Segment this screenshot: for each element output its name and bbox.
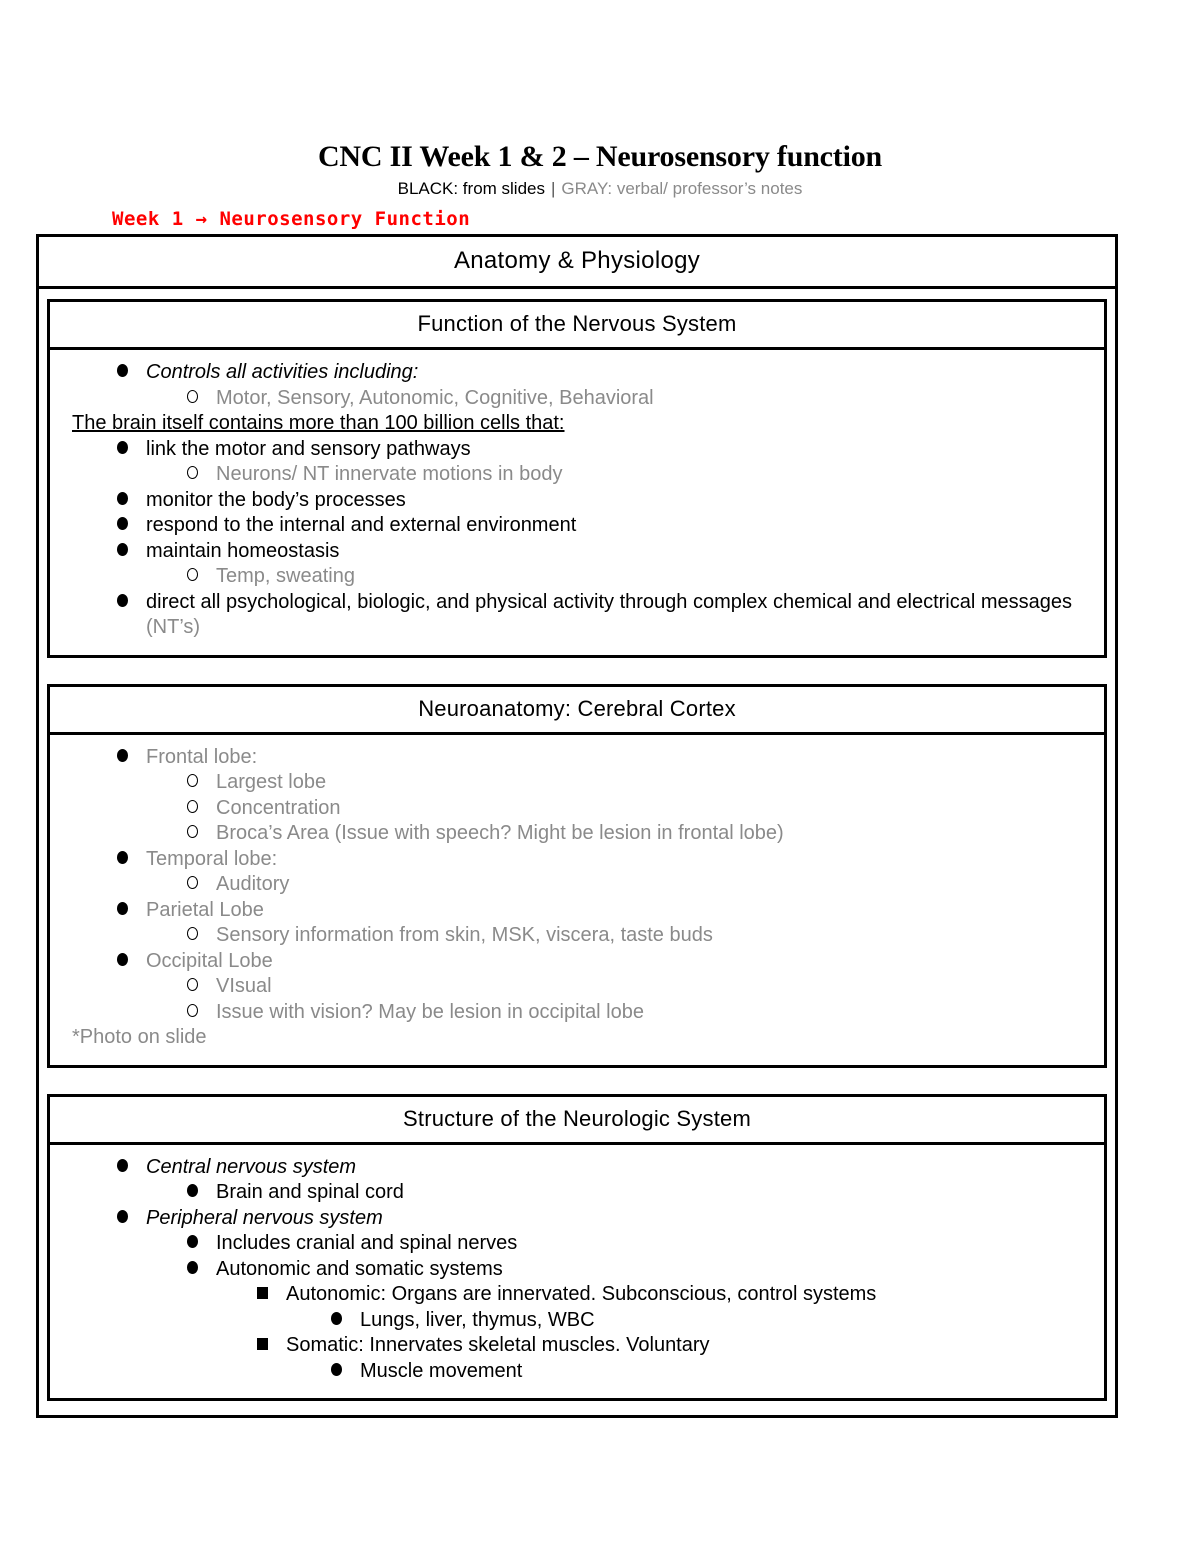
bullet-text: Largest lobe bbox=[216, 771, 327, 793]
bullet-text: Lungs, liver, thymus, WBC bbox=[360, 1308, 595, 1331]
section-body bbox=[50, 1145, 1104, 1399]
page-title: CNC II Week 1 & 2 – Neurosensory function bbox=[317, 140, 883, 173]
circle-bullet-icon bbox=[180, 923, 204, 949]
bullet-text: link the motor and sensory pathways bbox=[146, 437, 471, 460]
legend-black-label: BLACK: from slides bbox=[397, 179, 545, 198]
legend-separator: | bbox=[551, 179, 556, 198]
circle-bullet-icon bbox=[180, 1000, 204, 1026]
bullet-text: *Photo on slide bbox=[72, 1026, 207, 1048]
disc-bullet-icon bbox=[324, 1359, 348, 1385]
bullet-item bbox=[60, 1180, 1094, 1206]
bullet-item bbox=[60, 1206, 1094, 1232]
bullet-text: Temp, sweating bbox=[216, 565, 355, 587]
bullet-text: Autonomic and somatic systems bbox=[216, 1257, 503, 1280]
bullet-item bbox=[60, 949, 1094, 975]
bullet-item bbox=[60, 360, 1094, 386]
bullet-text: Auditory bbox=[216, 873, 290, 895]
bullet-text: Frontal lobe: bbox=[146, 745, 258, 768]
disc-bullet-icon bbox=[324, 1308, 348, 1334]
bullet-text: Neurons/ NT innervate motions in body bbox=[216, 463, 563, 485]
bullet-text: Sensory information from skin, MSK, viscera, taste buds bbox=[216, 924, 713, 946]
disc-bullet-icon bbox=[110, 539, 134, 565]
section-body bbox=[50, 350, 1104, 655]
circle-bullet-icon bbox=[180, 386, 204, 412]
bullet-item bbox=[60, 974, 1094, 1000]
bullet-item bbox=[60, 898, 1094, 924]
bullet-text: respond to the internal and external environment bbox=[146, 514, 577, 536]
bullet-text: Somatic: Innervates skeletal muscles. Voluntary bbox=[286, 1334, 710, 1356]
bullet-text: Controls all activities including: bbox=[146, 361, 419, 383]
disc-bullet-icon bbox=[110, 745, 134, 771]
bullet-item bbox=[60, 821, 1094, 847]
circle-bullet-icon bbox=[180, 564, 204, 590]
bullet-item bbox=[60, 1308, 1094, 1334]
circle-bullet-icon bbox=[180, 770, 204, 796]
bullet-text-main: direct all psychological, biologic, and physical activity through complex chemical and electrical messages bbox=[146, 590, 1073, 613]
outer-box-title: Anatomy & Physiology bbox=[39, 237, 1115, 289]
bullet-text: Muscle movement bbox=[360, 1359, 523, 1382]
bullet-text: VIsual bbox=[216, 975, 272, 997]
bullet-item bbox=[60, 1359, 1094, 1385]
disc-bullet-icon bbox=[180, 1257, 204, 1283]
circle-bullet-icon bbox=[180, 974, 204, 1000]
section-box bbox=[47, 1094, 1107, 1402]
legend-gray-label: GRAY: verbal/ professor’s notes bbox=[561, 179, 803, 198]
bullet-text: Motor, Sensory, Autonomic, Cognitive, Behavioral bbox=[216, 386, 654, 409]
bullet-item bbox=[60, 847, 1094, 873]
text-line bbox=[60, 411, 1094, 437]
bullet-item bbox=[60, 923, 1094, 949]
bullet-item bbox=[60, 872, 1094, 898]
disc-bullet-icon bbox=[110, 513, 134, 539]
bullet-item bbox=[60, 745, 1094, 771]
bullet-item bbox=[60, 770, 1094, 796]
section-title: Function of the Nervous System bbox=[50, 302, 1104, 350]
disc-bullet-icon bbox=[110, 360, 134, 386]
square-bullet-icon bbox=[250, 1282, 274, 1308]
bullet-text: Concentration bbox=[216, 796, 341, 819]
bullet-text: Occipital Lobe bbox=[146, 949, 273, 972]
bullet-text: Temporal lobe: bbox=[146, 847, 278, 870]
bullet-item bbox=[60, 386, 1094, 412]
anatomy-physiology-box bbox=[36, 234, 1118, 1418]
bullet-text: Peripheral nervous system bbox=[146, 1206, 383, 1229]
bullet-text: Includes cranial and spinal nerves bbox=[216, 1232, 518, 1254]
disc-bullet-icon bbox=[110, 1155, 134, 1181]
disc-bullet-icon bbox=[110, 437, 134, 463]
bullet-text: The brain itself contains more than 100 billion cells that: bbox=[72, 412, 565, 434]
bullet-text: monitor the body’s processes bbox=[146, 488, 406, 511]
section-body bbox=[50, 735, 1104, 1065]
bullet-item bbox=[60, 564, 1094, 590]
bullet-item bbox=[60, 1155, 1094, 1181]
circle-bullet-icon bbox=[180, 872, 204, 898]
section-title: Structure of the Neurologic System bbox=[50, 1097, 1104, 1145]
bullet-text: Brain and spinal cord bbox=[216, 1181, 404, 1203]
bullet-item bbox=[60, 437, 1094, 463]
bullet-text: Parietal Lobe bbox=[146, 898, 264, 921]
section-box bbox=[47, 299, 1107, 658]
bullet-item bbox=[60, 1282, 1094, 1308]
disc-bullet-icon bbox=[110, 847, 134, 873]
disc-bullet-icon bbox=[110, 898, 134, 924]
bullet-item bbox=[60, 488, 1094, 514]
disc-bullet-icon bbox=[110, 1206, 134, 1232]
square-bullet-icon bbox=[250, 1333, 274, 1359]
bullet-item bbox=[60, 1257, 1094, 1283]
circle-bullet-icon bbox=[180, 821, 204, 847]
bullet-item bbox=[60, 539, 1094, 565]
text-line bbox=[60, 1025, 1094, 1051]
disc-bullet-icon bbox=[110, 949, 134, 975]
circle-bullet-icon bbox=[180, 462, 204, 488]
outer-box-body bbox=[39, 289, 1115, 1415]
week-tag: Week 1 → Neurosensory Function bbox=[112, 208, 471, 230]
bullet-item bbox=[60, 590, 1094, 641]
bullet-item bbox=[60, 1231, 1094, 1257]
bullet-text: Central nervous system bbox=[146, 1155, 357, 1178]
bullet-text: maintain homeostasis bbox=[146, 539, 340, 562]
bullet-item bbox=[60, 796, 1094, 822]
section-box bbox=[47, 684, 1107, 1068]
bullet-text: Autonomic: Organs are innervated. Subconscious, control systems bbox=[286, 1283, 877, 1305]
color-legend bbox=[0, 174, 1200, 200]
bullet-item bbox=[60, 513, 1094, 539]
bullet-text: Issue with vision? May be lesion in occipital lobe bbox=[216, 1000, 644, 1023]
section-title: Neuroanatomy: Cerebral Cortex bbox=[50, 687, 1104, 735]
bullet-text-annotation: (NT’s) bbox=[146, 616, 201, 638]
disc-bullet-icon bbox=[110, 590, 134, 616]
bullet-text bbox=[146, 590, 1094, 641]
disc-bullet-icon bbox=[180, 1231, 204, 1257]
bullet-text: Broca’s Area (Issue with speech? Might be lesion in frontal lobe) bbox=[216, 822, 784, 844]
bullet-item bbox=[60, 1000, 1094, 1026]
disc-bullet-icon bbox=[110, 488, 134, 514]
bullet-item bbox=[60, 1333, 1094, 1359]
disc-bullet-icon bbox=[180, 1180, 204, 1206]
circle-bullet-icon bbox=[180, 796, 204, 822]
bullet-item bbox=[60, 462, 1094, 488]
